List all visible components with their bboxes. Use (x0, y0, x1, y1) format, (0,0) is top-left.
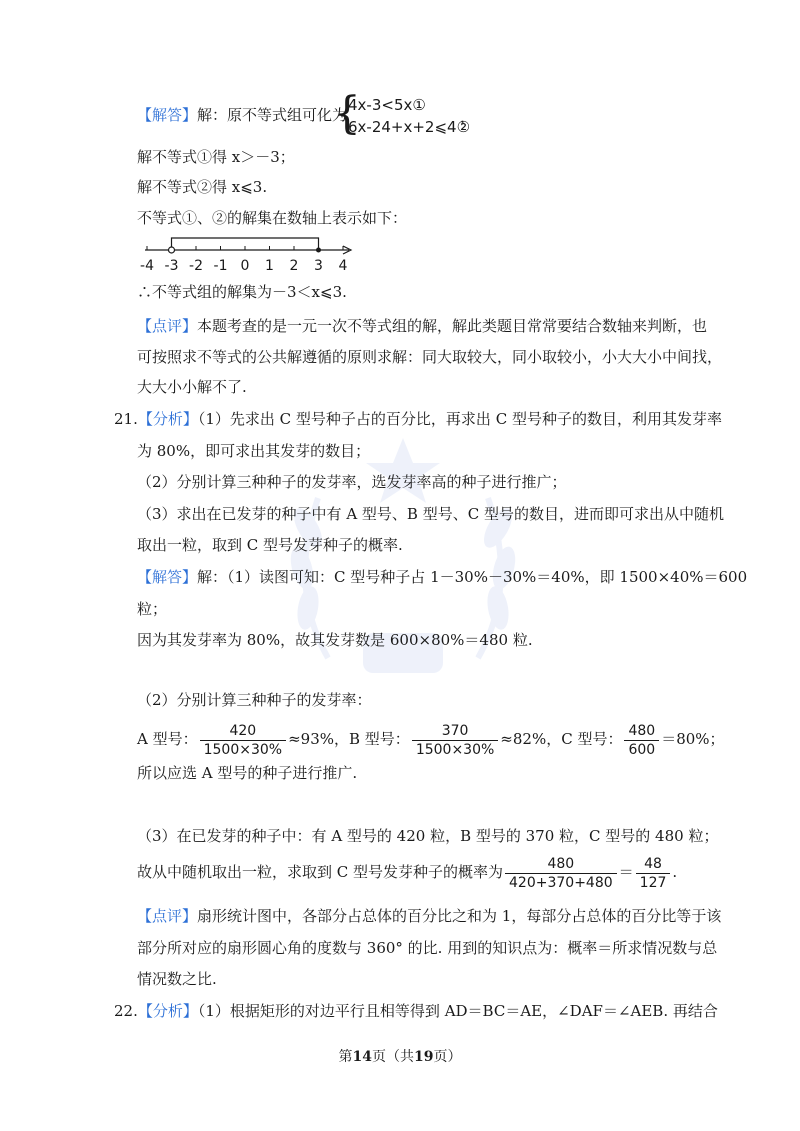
fraction-a (200, 722, 286, 759)
fraction-b-numerator: 370 (441, 722, 469, 739)
solve-line-2: 解不等式②得 x⩽3. (137, 178, 268, 196)
q21-part3-line2 (137, 852, 677, 892)
fraction-c (624, 722, 659, 759)
rate-c-label: C 型号： (561, 730, 623, 748)
fraction-b-denominator: 1500×30% (412, 740, 498, 759)
q22-analysis-line1 (114, 1000, 718, 1022)
number-line-tick-label: -1 (213, 258, 228, 274)
q21-comment-tag: 【点评】 (137, 907, 198, 925)
q21-analysis-tag: 【分析】 (137, 410, 198, 428)
q21-part2-line1: （2）分别计算三种种子的发芽率： (137, 691, 372, 709)
comment1-line2: 可按照求不等式的公共解遵循的原则求解：同大取较大，同小取较小，小大大小中间找， (137, 348, 723, 366)
number-line (137, 232, 367, 277)
answer-intro-text: 解：原不等式组可化为 (197, 106, 348, 124)
solve-line-1: 解不等式①得 x＞－3； (137, 148, 295, 166)
q21-analysis-line5: 取出一粒，取到 C 型号发芽种子的概率. (137, 536, 403, 554)
probability-period: . (672, 863, 678, 881)
q21-analysis-line1 (114, 408, 722, 430)
q21-analysis-line2: 为 80%，即可求出其发芽的数目； (137, 442, 371, 460)
rate-a-result: ≈93%， (288, 730, 350, 748)
footer-middle: 页（共 (372, 1049, 414, 1065)
footer-prefix: 第 (338, 1049, 353, 1065)
conclusion-line: ∴不等式组的解集为－3＜x⩽3. (137, 283, 347, 301)
q21-analysis-line4: （3）求出在已发芽的种子中有 A 型号、B 型号、C 型号的数目，进而即可求出从中随机 (137, 505, 724, 523)
q21-solution-line2: 粒； (137, 600, 168, 618)
comment1-line3: 大大小小解不了. (137, 378, 247, 396)
probability-denominator-2: 127 (636, 873, 671, 892)
rate-a-label: A 型号： (137, 730, 198, 748)
closed-endpoint (316, 248, 321, 253)
q21-comment-line2: 部分所对应的扇形圆心角的度数与 360° 的比. 用到的知识点为：概率＝所求情况数与总 (137, 939, 718, 957)
number-line-tick-label: 2 (289, 258, 299, 274)
answer-intro-line (137, 104, 347, 126)
numberline-intro: 不等式①、②的解集在数轴上表示如下： (137, 209, 408, 227)
q21-analysis-text-1: （1）先求出 C 型号种子占的百分比，再求出 C 型号种子的数目，利用其发芽率 (197, 410, 722, 428)
number-line-tick-label: 0 (240, 258, 250, 274)
q21-solution-line3: 因为其发芽率为 80%，故其发芽数是 600×80%＝480 粒. (137, 631, 533, 649)
number-line-tick-label: -3 (164, 258, 179, 274)
probability-denominator-1: 420+370+480 (505, 873, 617, 892)
footer-page-number: 14 (352, 1049, 372, 1065)
probability-fraction-1 (505, 855, 617, 892)
fraction-b (412, 722, 498, 759)
rate-b-label: B 型号： (349, 730, 410, 748)
number-line-tick-label: -2 (189, 258, 203, 274)
system-trailing-comma: ， (460, 108, 476, 126)
q21-analysis-line3: （2）分别计算三种种子的发芽率，选发芽率高的种子进行推广； (137, 473, 567, 491)
fraction-a-numerator: 420 (229, 722, 257, 739)
q21-solution-line1 (137, 566, 747, 588)
q21-probability-text: 故从中随机取出一粒，求取到 C 型号发芽种子的概率为 (137, 863, 504, 881)
q21-comment-line1 (137, 905, 721, 927)
number-line-tick-label: 1 (265, 258, 274, 274)
page-footer (0, 1046, 800, 1066)
q21-comment-text-1: 扇形统计图中，各部分占总体的百分比之和为 1，每部分占总体的百分比等于该 (197, 907, 722, 925)
number-line-tick-label: 3 (314, 258, 323, 274)
probability-numerator-2: 48 (644, 855, 662, 872)
comment1-line1 (137, 315, 707, 337)
comment1-tag: 【点评】 (137, 317, 198, 335)
answer-tag: 【解答】 (137, 106, 198, 124)
probability-numerator-1: 480 (547, 855, 575, 872)
open-endpoint (169, 247, 175, 253)
fraction-c-denominator: 600 (624, 740, 659, 759)
q21-number: 21. (114, 410, 138, 428)
q21-part2-rates (137, 719, 725, 759)
q21-comment-line3: 情况数之比. (137, 970, 217, 988)
probability-equals: ＝ (618, 863, 634, 881)
comment1-text-1: 本题考查的是一元一次不等式组的解，解此类题目常常要结合数轴来判断，也 (197, 317, 708, 335)
fraction-a-denominator: 1500×30% (200, 740, 286, 759)
q21-answer-tag: 【解答】 (137, 568, 198, 586)
q21-part2-line3: 所以应选 A 型号的种子进行推广. (137, 764, 358, 782)
inequality-2: 6x-24+x+2⩽4② (348, 118, 471, 136)
inequality-1: 4x-3<5x① (348, 96, 426, 114)
q21-part3-line1: （3）在已发芽的种子中：有 A 型号的 420 粒，B 型号的 370 粒，C 型号的 480 粒； (137, 827, 719, 845)
probability-fraction-2 (636, 855, 671, 892)
rate-c-result: ＝80%； (661, 730, 725, 748)
q22-analysis-tag: 【分析】 (137, 1002, 198, 1020)
q22-number: 22. (114, 1002, 138, 1020)
q22-analysis-text-1: （1）根据矩形的对边平行且相等得到 AD＝BC＝AE，∠DAF＝∠AEB. 再结合 (197, 1002, 718, 1020)
footer-total-pages: 19 (414, 1049, 434, 1065)
rate-b-result: ≈82%， (500, 730, 562, 748)
system-brace: { (333, 88, 361, 139)
footer-suffix: 页） (433, 1049, 462, 1065)
q21-solution-text-1: 解：（1）读图可知：C 型号种子占 1－30%－30%＝40%，即 1500×40%＝600 (197, 568, 748, 586)
number-line-tick-label: 4 (338, 258, 348, 274)
fraction-c-numerator: 480 (628, 722, 656, 739)
number-line-tick-label: -4 (140, 258, 154, 274)
